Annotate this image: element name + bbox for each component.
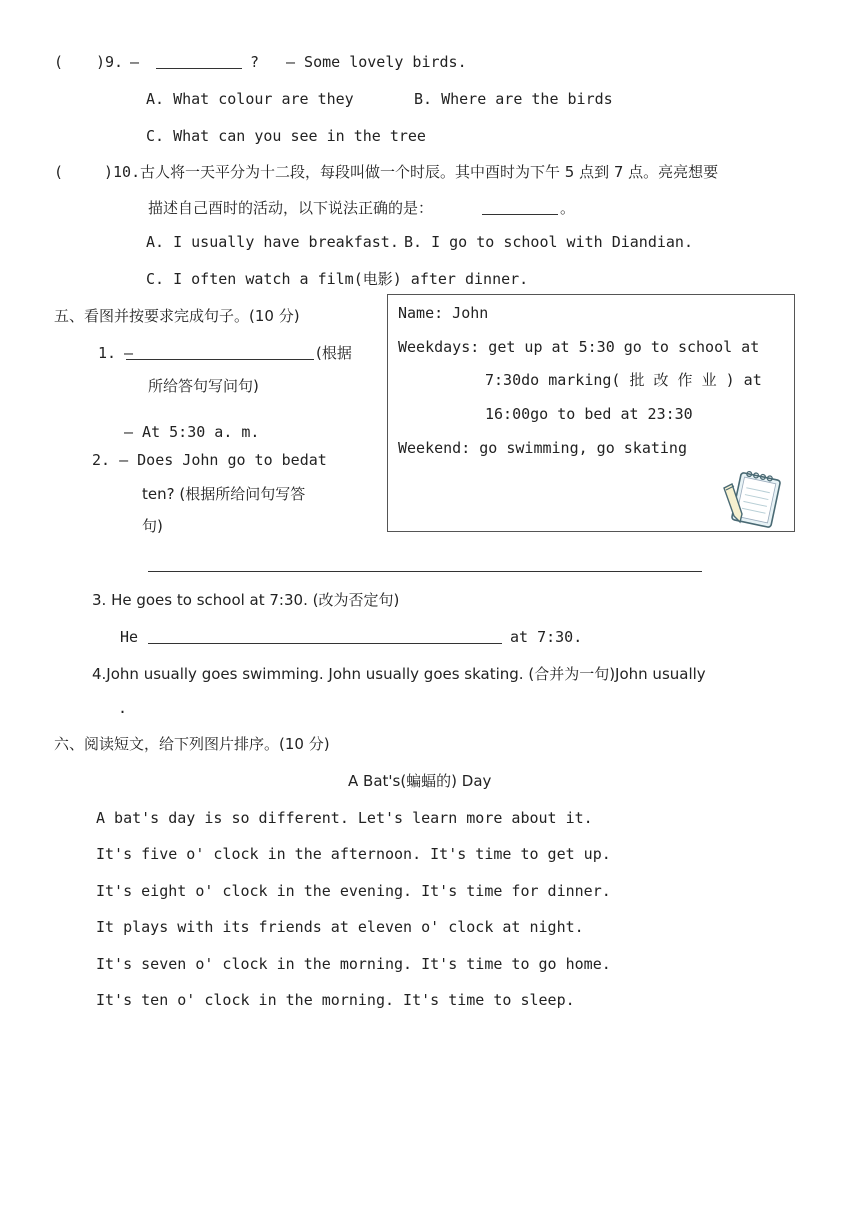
- s5-item3-end: at 7:30.: [510, 628, 583, 646]
- bat-story-line: A bat's day is so different. Let's learn more about it.: [96, 809, 593, 827]
- q9-option-c: C. What can you see in the tree: [146, 127, 426, 145]
- card-weekend: Weekend: go swimming, go skating: [398, 439, 687, 457]
- q9-answer-text: — Some lovely birds.: [286, 53, 467, 71]
- q9-answer-blank[interactable]: [156, 54, 242, 69]
- q9-question-mark: ?: [250, 53, 260, 71]
- section5-heading: 五、看图并按要求完成句子。(10 分): [54, 307, 300, 325]
- q9-option-a: A. What colour are they: [146, 90, 354, 108]
- notepad-icon: [718, 470, 784, 530]
- s5-item1-hint-a: (根据: [316, 344, 352, 362]
- s5-item2-line2: ten? (根据所给问句写答: [142, 485, 306, 503]
- s5-item4-line: 4.John usually goes swimming. John usually goes skating. (合并为一句)John usually: [92, 665, 706, 683]
- q9-number: )9.: [96, 53, 124, 71]
- bat-story-line: It's seven o' clock in the morning. It's time to go home.: [96, 955, 611, 973]
- q10-stem-end: 。: [560, 199, 576, 217]
- q9-option-b: B. Where are the birds: [414, 90, 613, 108]
- q9-dash: —: [130, 53, 140, 71]
- card-weekdays-line3: 16:00go to bed at 23:30: [485, 405, 693, 423]
- bat-story-line: It plays with its friends at eleven o' clock at night.: [96, 918, 584, 936]
- bat-story-title: A Bat's(蝙蝠的) Day: [348, 772, 492, 790]
- bat-story-line: It's eight o' clock in the evening. It's time for dinner.: [96, 882, 611, 900]
- q9-paren-open: (: [54, 53, 64, 71]
- card-name: Name: John: [398, 304, 489, 322]
- q10-option-a: A. I usually have breakfast.: [146, 233, 399, 251]
- s5-item1-hint-b: 所给答句写问句): [148, 377, 259, 395]
- q10-stem-line2: 描述自己酉时的活动，以下说法正确的是：: [148, 199, 434, 217]
- q10-number: )10.: [104, 163, 141, 181]
- section6-heading: 六、阅读短文，给下列图片排序。(10 分): [54, 735, 330, 753]
- s5-item1-blank[interactable]: [126, 345, 314, 360]
- s5-item2-line1: 2. — Does John go to bedat: [92, 451, 327, 469]
- bat-story-line: It's five o' clock in the afternoon. It's time to get up.: [96, 845, 611, 863]
- s5-item1-answer: — At 5:30 a. m.: [124, 423, 260, 441]
- s5-item3-line: 3. He goes to school at 7:30. (改为否定句): [92, 591, 400, 609]
- s5-item2-line3: 句): [142, 517, 163, 535]
- q10-paren-open: (: [54, 163, 64, 181]
- s5-item3-he: He: [120, 628, 139, 646]
- s5-item3-blank[interactable]: [148, 629, 502, 644]
- s5-item1-dash: —: [124, 344, 134, 362]
- card-weekdays-line1: Weekdays: get up at 5:30 go to school at: [398, 338, 760, 356]
- bat-story-line: It's ten o' clock in the morning. It's time to sleep.: [96, 991, 575, 1009]
- s5-item1-number: 1.: [98, 344, 117, 362]
- s5-item2-answer-line[interactable]: [148, 571, 702, 572]
- q10-option-c: C. I often watch a film(电影) after dinner.: [146, 270, 529, 288]
- card-weekdays-line2: 7:30do marking( 批 改 作 业 ) at: [485, 371, 762, 389]
- q10-option-b: B. I go to school with Diandian.: [404, 233, 693, 251]
- s5-item4-dot: .: [118, 699, 128, 717]
- q10-stem-line1: 古人将一天平分为十二段，每段叫做一个时辰。其中酉时为下午 5 点到 7 点。亮亮想要: [140, 163, 719, 181]
- q10-answer-blank[interactable]: [482, 200, 558, 215]
